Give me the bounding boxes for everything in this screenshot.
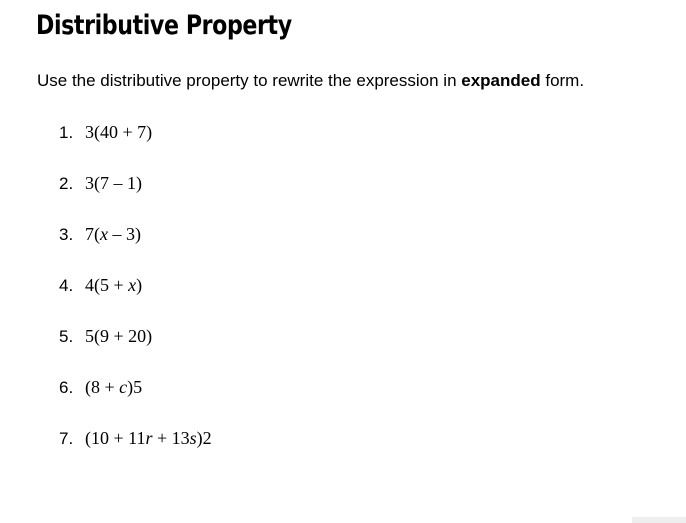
instructions-emphasis: expanded: [461, 71, 541, 90]
problem-item: [59, 326, 152, 350]
problem-expression: [85, 275, 142, 295]
problem-item: [59, 173, 142, 197]
problem-item: [59, 377, 142, 401]
expression-variable: s: [189, 428, 197, 448]
expression-text: + 13: [152, 428, 190, 448]
expression-text: 4(5 +: [85, 275, 129, 295]
expression-text: (10 + 11: [85, 428, 146, 448]
problem-expression: [85, 224, 141, 244]
problem-item: [59, 224, 141, 248]
page-title: Distributive Property: [36, 10, 292, 41]
problem-expression: [85, 428, 212, 448]
problem-number: 6.: [59, 378, 74, 397]
problem-expression: [85, 377, 142, 397]
instructions-after: form.: [540, 71, 585, 90]
problem-number: 5.: [59, 327, 74, 346]
expression-text: )2: [196, 428, 212, 448]
expression-text: )5: [127, 377, 143, 397]
corner-decoration: [632, 517, 686, 523]
expression-text: (8 +: [85, 377, 120, 397]
problem-number: 4.: [59, 276, 74, 295]
expression-text: ): [136, 275, 143, 295]
expression-text: 5(9 + 20): [85, 326, 153, 346]
expression-text: – 3): [108, 224, 141, 244]
problem-number: 1.: [59, 123, 74, 142]
problem-item: [59, 428, 212, 452]
instructions-before: Use the distributive property to rewrite the expression in: [37, 71, 462, 90]
expression-variable: x: [100, 224, 108, 244]
problem-item: [59, 122, 152, 146]
problem-number: 2.: [59, 174, 74, 193]
expression-variable: c: [119, 377, 128, 397]
expression-variable: r: [145, 428, 153, 448]
instructions-text: [37, 71, 584, 91]
problem-expression: [85, 122, 152, 142]
problem-item: [59, 275, 142, 299]
problem-number: 7.: [59, 429, 74, 448]
expression-text: 3(7 – 1): [85, 173, 142, 193]
problem-expression: [85, 326, 152, 346]
problem-number: 3.: [59, 225, 74, 244]
expression-text: 3(40 + 7): [85, 122, 153, 142]
expression-variable: x: [128, 275, 137, 295]
problem-expression: [85, 173, 142, 193]
expression-text: 7(: [85, 224, 100, 244]
